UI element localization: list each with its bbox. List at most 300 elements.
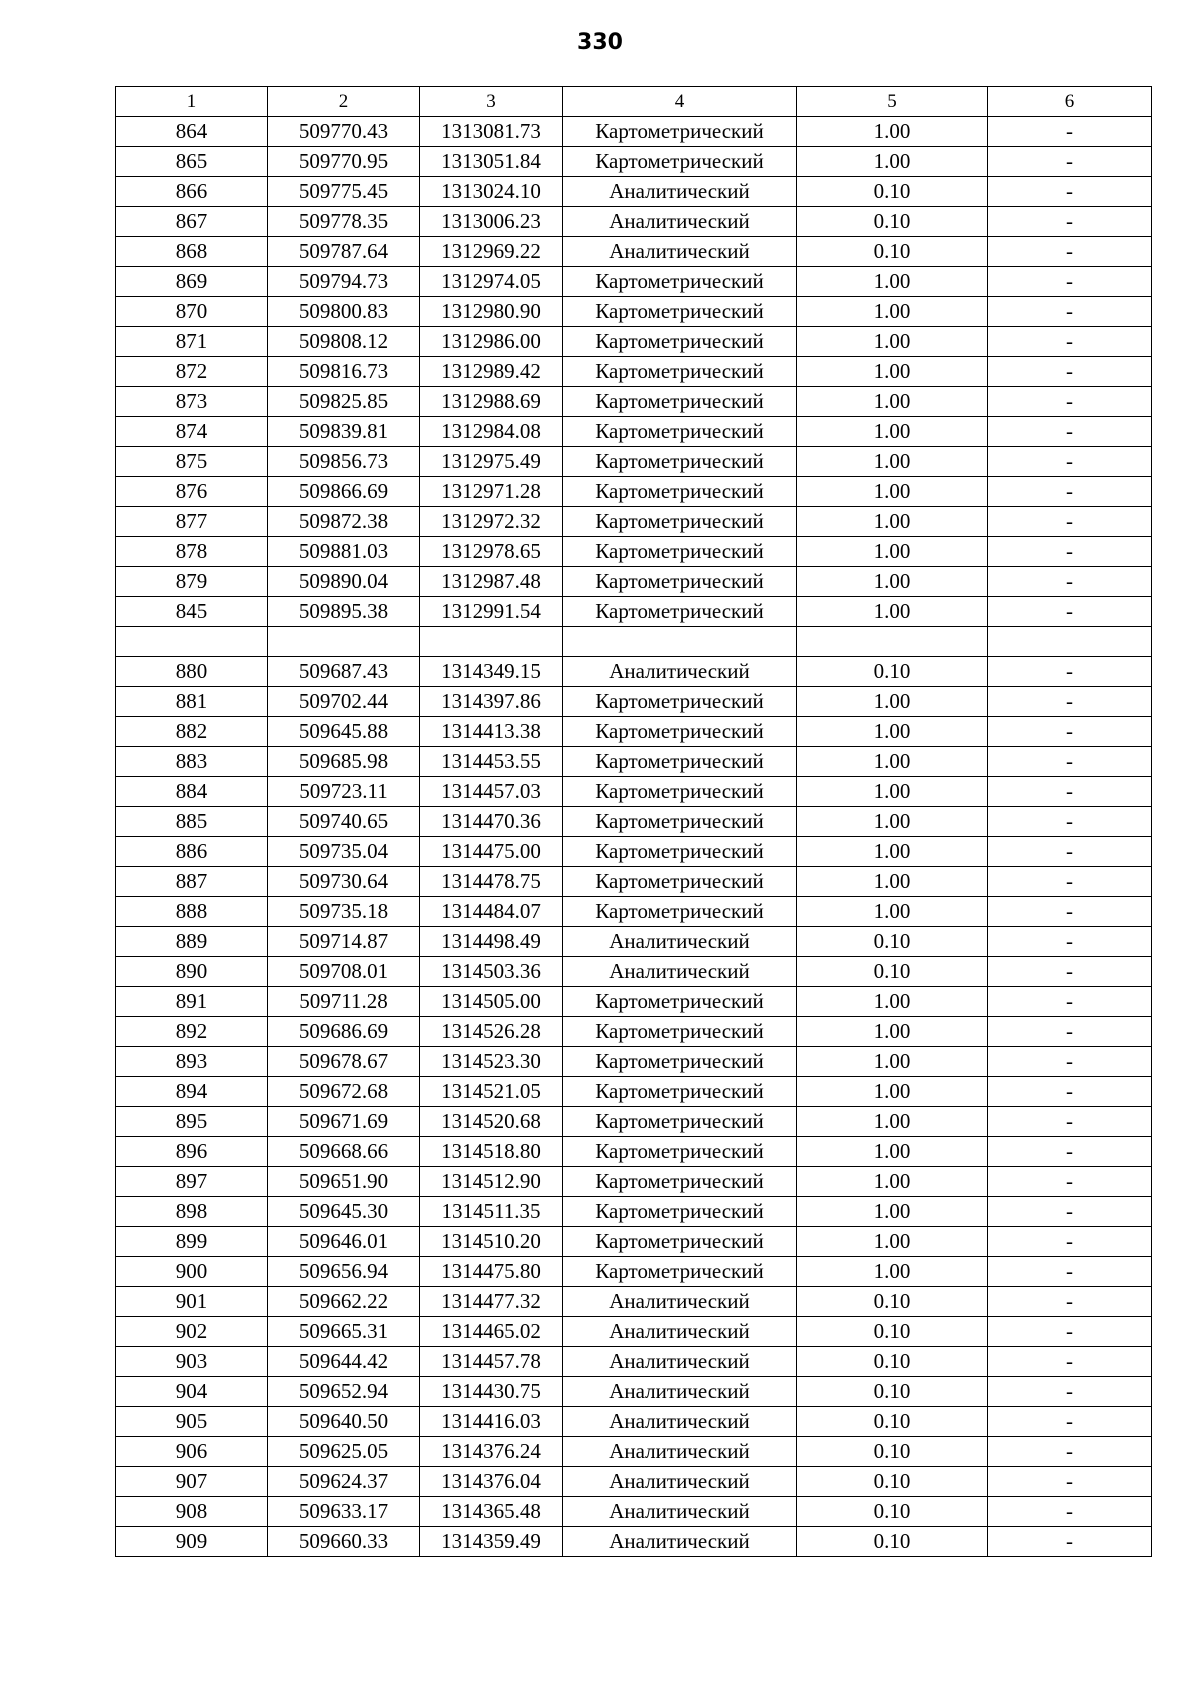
table-row xyxy=(116,597,1152,627)
y-coordinate-cell: 1314498.49 xyxy=(420,927,563,957)
note-cell: - xyxy=(988,1167,1152,1197)
x-coordinate-cell: 509645.30 xyxy=(268,1197,420,1227)
point-number-cell: 893 xyxy=(116,1047,268,1077)
note-cell: - xyxy=(988,1407,1152,1437)
y-coordinate-cell: 1312991.54 xyxy=(420,597,563,627)
note-cell: - xyxy=(988,1197,1152,1227)
point-number-cell: 891 xyxy=(116,987,268,1017)
table-row xyxy=(116,657,1152,687)
accuracy-cell: 1.00 xyxy=(797,147,988,177)
table-row xyxy=(116,957,1152,987)
accuracy-cell: 1.00 xyxy=(797,1197,988,1227)
table-row xyxy=(116,1407,1152,1437)
y-coordinate-cell: 1314526.28 xyxy=(420,1017,563,1047)
accuracy-cell: 1.00 xyxy=(797,687,988,717)
method-cell: Картометрический xyxy=(563,1077,797,1107)
y-coordinate-cell: 1314416.03 xyxy=(420,1407,563,1437)
table-row xyxy=(116,627,1152,657)
accuracy-cell: 1.00 xyxy=(797,387,988,417)
note-cell: - xyxy=(988,147,1152,177)
accuracy-cell: 1.00 xyxy=(797,507,988,537)
table-row xyxy=(116,837,1152,867)
y-coordinate-cell: 1312971.28 xyxy=(420,477,563,507)
table-row xyxy=(116,1047,1152,1077)
note-cell: - xyxy=(988,417,1152,447)
method-cell: Картометрический xyxy=(563,687,797,717)
x-coordinate-cell: 509778.35 xyxy=(268,207,420,237)
column-header-3: 3 xyxy=(420,87,563,117)
note-cell: - xyxy=(988,1497,1152,1527)
point-number-cell: 889 xyxy=(116,927,268,957)
x-coordinate-cell: 509678.67 xyxy=(268,1047,420,1077)
point-number-cell: 904 xyxy=(116,1377,268,1407)
x-coordinate-cell: 509702.44 xyxy=(268,687,420,717)
table-row xyxy=(116,1167,1152,1197)
column-header-6: 6 xyxy=(988,87,1152,117)
table-row xyxy=(116,717,1152,747)
accuracy-cell: 1.00 xyxy=(797,537,988,567)
table-row xyxy=(116,537,1152,567)
x-coordinate-cell: 509646.01 xyxy=(268,1227,420,1257)
method-cell: Картометрический xyxy=(563,1227,797,1257)
point-number-cell: 881 xyxy=(116,687,268,717)
x-coordinate-cell: 509775.45 xyxy=(268,177,420,207)
table-row xyxy=(116,1137,1152,1167)
point-number-cell: 896 xyxy=(116,1137,268,1167)
method-cell: Картометрический xyxy=(563,777,797,807)
point-number-cell: 878 xyxy=(116,537,268,567)
y-coordinate-cell: 1314510.20 xyxy=(420,1227,563,1257)
table-row xyxy=(116,357,1152,387)
x-coordinate-cell: 509856.73 xyxy=(268,447,420,477)
point-number-cell: 895 xyxy=(116,1107,268,1137)
x-coordinate-cell: 509652.94 xyxy=(268,1377,420,1407)
accuracy-cell: 1.00 xyxy=(797,717,988,747)
y-coordinate-cell: 1314349.15 xyxy=(420,657,563,687)
accuracy-cell: 1.00 xyxy=(797,1257,988,1287)
table-row xyxy=(116,1077,1152,1107)
y-coordinate-cell: 1314413.38 xyxy=(420,717,563,747)
y-coordinate-cell: 1312972.32 xyxy=(420,507,563,537)
table-row xyxy=(116,1257,1152,1287)
table-row xyxy=(116,1317,1152,1347)
x-coordinate-cell: 509881.03 xyxy=(268,537,420,567)
point-number-cell: 908 xyxy=(116,1497,268,1527)
y-coordinate-cell: 1312975.49 xyxy=(420,447,563,477)
note-cell: - xyxy=(988,717,1152,747)
note-cell: - xyxy=(988,297,1152,327)
method-cell: Картометрический xyxy=(563,597,797,627)
method-cell: Картометрический xyxy=(563,1137,797,1167)
y-coordinate-cell: 1314478.75 xyxy=(420,867,563,897)
accuracy-cell: 0.10 xyxy=(797,957,988,987)
point-number-cell: 866 xyxy=(116,177,268,207)
point-number-cell: 894 xyxy=(116,1077,268,1107)
column-header-2: 2 xyxy=(268,87,420,117)
accuracy-cell: 0.10 xyxy=(797,927,988,957)
y-coordinate-cell: 1314521.05 xyxy=(420,1077,563,1107)
point-number-cell: 869 xyxy=(116,267,268,297)
note-cell: - xyxy=(988,1467,1152,1497)
y-coordinate-cell: 1312987.48 xyxy=(420,567,563,597)
y-coordinate-cell: 1314475.00 xyxy=(420,837,563,867)
note-cell: - xyxy=(988,177,1152,207)
note-cell: - xyxy=(988,1347,1152,1377)
y-coordinate-cell: 1312989.42 xyxy=(420,357,563,387)
table-header xyxy=(116,87,1152,117)
y-coordinate-cell: 1314505.00 xyxy=(420,987,563,1017)
x-coordinate-cell: 509708.01 xyxy=(268,957,420,987)
y-coordinate-cell: 1314520.68 xyxy=(420,1107,563,1137)
accuracy-cell: 1.00 xyxy=(797,1047,988,1077)
point-number-cell: 897 xyxy=(116,1167,268,1197)
y-coordinate-cell: 1313051.84 xyxy=(420,147,563,177)
point-number-cell: 882 xyxy=(116,717,268,747)
accuracy-cell: 1.00 xyxy=(797,567,988,597)
point-number-cell: 868 xyxy=(116,237,268,267)
accuracy-cell: 0.10 xyxy=(797,1317,988,1347)
accuracy-cell: 0.10 xyxy=(797,1527,988,1557)
accuracy-cell: 1.00 xyxy=(797,837,988,867)
accuracy-cell: 1.00 xyxy=(797,297,988,327)
x-coordinate-cell: 509662.22 xyxy=(268,1287,420,1317)
note-cell: - xyxy=(988,987,1152,1017)
method-cell: Аналитический xyxy=(563,657,797,687)
table-row xyxy=(116,747,1152,777)
point-number-cell: 899 xyxy=(116,1227,268,1257)
method-cell: Картометрический xyxy=(563,567,797,597)
table-row xyxy=(116,507,1152,537)
y-coordinate-cell: 1314457.03 xyxy=(420,777,563,807)
y-coordinate-cell: 1314511.35 xyxy=(420,1197,563,1227)
point-number-cell: 888 xyxy=(116,897,268,927)
point-number-cell: 909 xyxy=(116,1527,268,1557)
note-cell: - xyxy=(988,747,1152,777)
y-coordinate-cell: 1314477.32 xyxy=(420,1287,563,1317)
method-cell: Картометрический xyxy=(563,837,797,867)
x-coordinate-cell: 509816.73 xyxy=(268,357,420,387)
method-cell: Аналитический xyxy=(563,207,797,237)
y-coordinate-cell: 1314465.02 xyxy=(420,1317,563,1347)
method-cell: Картометрический xyxy=(563,297,797,327)
column-header-1: 1 xyxy=(116,87,268,117)
table-row xyxy=(116,387,1152,417)
x-coordinate-cell: 509711.28 xyxy=(268,987,420,1017)
method-cell: Картометрический xyxy=(563,1257,797,1287)
y-coordinate-cell: 1312974.05 xyxy=(420,267,563,297)
x-coordinate-cell: 509872.38 xyxy=(268,507,420,537)
note-cell: - xyxy=(988,267,1152,297)
table-row xyxy=(116,927,1152,957)
note-cell: - xyxy=(988,1137,1152,1167)
x-coordinate-cell xyxy=(268,627,420,657)
y-coordinate-cell: 1314397.86 xyxy=(420,687,563,717)
method-cell: Картометрический xyxy=(563,747,797,777)
point-number-cell: 845 xyxy=(116,597,268,627)
x-coordinate-cell: 509800.83 xyxy=(268,297,420,327)
y-coordinate-cell: 1312969.22 xyxy=(420,237,563,267)
accuracy-cell: 0.10 xyxy=(797,1407,988,1437)
table-row xyxy=(116,297,1152,327)
accuracy-cell: 1.00 xyxy=(797,117,988,147)
method-cell: Картометрический xyxy=(563,897,797,927)
y-coordinate-cell: 1313024.10 xyxy=(420,177,563,207)
y-coordinate-cell: 1314512.90 xyxy=(420,1167,563,1197)
x-coordinate-cell: 509644.42 xyxy=(268,1347,420,1377)
y-coordinate-cell: 1312980.90 xyxy=(420,297,563,327)
note-cell: - xyxy=(988,1047,1152,1077)
note-cell: - xyxy=(988,1317,1152,1347)
point-number-cell: 879 xyxy=(116,567,268,597)
accuracy-cell: 1.00 xyxy=(797,1017,988,1047)
accuracy-cell: 0.10 xyxy=(797,1467,988,1497)
table-row xyxy=(116,567,1152,597)
column-header-4: 4 xyxy=(563,87,797,117)
y-coordinate-cell: 1314503.36 xyxy=(420,957,563,987)
point-number-cell: 890 xyxy=(116,957,268,987)
table-row xyxy=(116,1287,1152,1317)
y-coordinate-cell: 1314453.55 xyxy=(420,747,563,777)
point-number-cell: 867 xyxy=(116,207,268,237)
note-cell: - xyxy=(988,837,1152,867)
point-number-cell: 873 xyxy=(116,387,268,417)
x-coordinate-cell: 509671.69 xyxy=(268,1107,420,1137)
x-coordinate-cell: 509665.31 xyxy=(268,1317,420,1347)
y-coordinate-cell: 1314376.04 xyxy=(420,1467,563,1497)
point-number-cell: 892 xyxy=(116,1017,268,1047)
y-coordinate-cell: 1314484.07 xyxy=(420,897,563,927)
note-cell: - xyxy=(988,447,1152,477)
method-cell: Аналитический xyxy=(563,1317,797,1347)
method-cell: Аналитический xyxy=(563,927,797,957)
point-number-cell: 884 xyxy=(116,777,268,807)
method-cell: Картометрический xyxy=(563,717,797,747)
x-coordinate-cell: 509890.04 xyxy=(268,567,420,597)
coordinates-table xyxy=(115,86,1152,1557)
table-row xyxy=(116,147,1152,177)
accuracy-cell: 0.10 xyxy=(797,1437,988,1467)
table-row xyxy=(116,447,1152,477)
accuracy-cell: 0.10 xyxy=(797,1287,988,1317)
accuracy-cell: 1.00 xyxy=(797,1077,988,1107)
point-number-cell: 901 xyxy=(116,1287,268,1317)
note-cell: - xyxy=(988,1527,1152,1557)
accuracy-cell: 0.10 xyxy=(797,1377,988,1407)
point-number-cell: 887 xyxy=(116,867,268,897)
table-row xyxy=(116,867,1152,897)
x-coordinate-cell: 509645.88 xyxy=(268,717,420,747)
table-row xyxy=(116,1347,1152,1377)
method-cell: Картометрический xyxy=(563,117,797,147)
table-row xyxy=(116,177,1152,207)
table-row xyxy=(116,807,1152,837)
method-cell: Картометрический xyxy=(563,267,797,297)
note-cell: - xyxy=(988,327,1152,357)
point-number-cell: 875 xyxy=(116,447,268,477)
table-row xyxy=(116,237,1152,267)
method-cell: Аналитический xyxy=(563,957,797,987)
point-number-cell: 900 xyxy=(116,1257,268,1287)
point-number-cell: 886 xyxy=(116,837,268,867)
method-cell: Картометрический xyxy=(563,1017,797,1047)
table-row xyxy=(116,477,1152,507)
point-number-cell: 905 xyxy=(116,1407,268,1437)
method-cell: Картометрический xyxy=(563,147,797,177)
table-row xyxy=(116,117,1152,147)
x-coordinate-cell: 509672.68 xyxy=(268,1077,420,1107)
method-cell: Картометрический xyxy=(563,477,797,507)
note-cell: - xyxy=(988,237,1152,267)
table-row xyxy=(116,1437,1152,1467)
accuracy-cell: 1.00 xyxy=(797,897,988,927)
method-cell: Аналитический xyxy=(563,1347,797,1377)
table-row xyxy=(116,1227,1152,1257)
accuracy-cell: 0.10 xyxy=(797,657,988,687)
y-coordinate-cell: 1314475.80 xyxy=(420,1257,563,1287)
accuracy-cell: 1.00 xyxy=(797,1227,988,1257)
x-coordinate-cell: 509808.12 xyxy=(268,327,420,357)
x-coordinate-cell: 509668.66 xyxy=(268,1137,420,1167)
y-coordinate-cell: 1312988.69 xyxy=(420,387,563,417)
note-cell: - xyxy=(988,687,1152,717)
x-coordinate-cell: 509866.69 xyxy=(268,477,420,507)
method-cell: Картометрический xyxy=(563,507,797,537)
note-cell: - xyxy=(988,957,1152,987)
note-cell: - xyxy=(988,1227,1152,1257)
accuracy-cell: 1.00 xyxy=(797,597,988,627)
table-row xyxy=(116,777,1152,807)
y-coordinate-cell: 1314430.75 xyxy=(420,1377,563,1407)
method-cell: Картометрический xyxy=(563,357,797,387)
accuracy-cell: 0.10 xyxy=(797,1497,988,1527)
table-row xyxy=(116,987,1152,1017)
note-cell: - xyxy=(988,1017,1152,1047)
method-cell: Картометрический xyxy=(563,537,797,567)
y-coordinate-cell: 1313006.23 xyxy=(420,207,563,237)
note-cell xyxy=(988,627,1152,657)
method-cell: Картометрический xyxy=(563,417,797,447)
method-cell: Аналитический xyxy=(563,1377,797,1407)
note-cell: - xyxy=(988,387,1152,417)
method-cell: Картометрический xyxy=(563,1197,797,1227)
note-cell: - xyxy=(988,1107,1152,1137)
table-row xyxy=(116,267,1152,297)
point-number-cell: 903 xyxy=(116,1347,268,1377)
x-coordinate-cell: 509723.11 xyxy=(268,777,420,807)
accuracy-cell: 1.00 xyxy=(797,807,988,837)
note-cell: - xyxy=(988,867,1152,897)
method-cell: Картометрический xyxy=(563,1167,797,1197)
accuracy-cell xyxy=(797,627,988,657)
note-cell: - xyxy=(988,597,1152,627)
page-number: 330 xyxy=(577,30,623,55)
x-coordinate-cell: 509633.17 xyxy=(268,1497,420,1527)
column-header-5: 5 xyxy=(797,87,988,117)
y-coordinate-cell: 1314359.49 xyxy=(420,1527,563,1557)
accuracy-cell: 0.10 xyxy=(797,1347,988,1377)
note-cell: - xyxy=(988,507,1152,537)
y-coordinate-cell: 1314523.30 xyxy=(420,1047,563,1077)
x-coordinate-cell: 509839.81 xyxy=(268,417,420,447)
note-cell: - xyxy=(988,357,1152,387)
accuracy-cell: 1.00 xyxy=(797,987,988,1017)
note-cell: - xyxy=(988,477,1152,507)
point-number-cell: 865 xyxy=(116,147,268,177)
table-row xyxy=(116,1197,1152,1227)
note-cell: - xyxy=(988,807,1152,837)
method-cell: Аналитический xyxy=(563,1407,797,1437)
y-coordinate-cell: 1312978.65 xyxy=(420,537,563,567)
point-number-cell: 902 xyxy=(116,1317,268,1347)
method-cell: Аналитический xyxy=(563,177,797,207)
y-coordinate-cell: 1312984.08 xyxy=(420,417,563,447)
method-cell: Картометрический xyxy=(563,447,797,477)
table-row xyxy=(116,327,1152,357)
table-row xyxy=(116,1377,1152,1407)
y-coordinate-cell: 1314518.80 xyxy=(420,1137,563,1167)
note-cell: - xyxy=(988,207,1152,237)
method-cell: Картометрический xyxy=(563,1047,797,1077)
note-cell: - xyxy=(988,117,1152,147)
point-number-cell: 872 xyxy=(116,357,268,387)
x-coordinate-cell: 509770.43 xyxy=(268,117,420,147)
header-row xyxy=(116,87,1152,117)
accuracy-cell: 0.10 xyxy=(797,177,988,207)
y-coordinate-cell: 1312986.00 xyxy=(420,327,563,357)
note-cell: - xyxy=(988,1257,1152,1287)
note-cell: - xyxy=(988,1377,1152,1407)
table-row xyxy=(116,1527,1152,1557)
method-cell xyxy=(563,627,797,657)
method-cell: Аналитический xyxy=(563,237,797,267)
table-row xyxy=(116,1107,1152,1137)
accuracy-cell: 1.00 xyxy=(797,327,988,357)
x-coordinate-cell: 509787.64 xyxy=(268,237,420,267)
table-row xyxy=(116,1467,1152,1497)
point-number-cell: 883 xyxy=(116,747,268,777)
note-cell: - xyxy=(988,567,1152,597)
y-coordinate-cell: 1314376.24 xyxy=(420,1437,563,1467)
accuracy-cell: 1.00 xyxy=(797,1167,988,1197)
method-cell: Картометрический xyxy=(563,387,797,417)
x-coordinate-cell: 509651.90 xyxy=(268,1167,420,1197)
x-coordinate-cell: 509660.33 xyxy=(268,1527,420,1557)
point-number-cell: 885 xyxy=(116,807,268,837)
note-cell: - xyxy=(988,927,1152,957)
accuracy-cell: 1.00 xyxy=(797,477,988,507)
accuracy-cell: 1.00 xyxy=(797,777,988,807)
note-cell: - xyxy=(988,1437,1152,1467)
table-row xyxy=(116,1017,1152,1047)
x-coordinate-cell: 509640.50 xyxy=(268,1407,420,1437)
method-cell: Аналитический xyxy=(563,1527,797,1557)
point-number-cell: 906 xyxy=(116,1437,268,1467)
note-cell: - xyxy=(988,657,1152,687)
y-coordinate-cell: 1314457.78 xyxy=(420,1347,563,1377)
y-coordinate-cell: 1314365.48 xyxy=(420,1497,563,1527)
note-cell: - xyxy=(988,897,1152,927)
point-number-cell: 864 xyxy=(116,117,268,147)
x-coordinate-cell: 509794.73 xyxy=(268,267,420,297)
x-coordinate-cell: 509735.04 xyxy=(268,837,420,867)
table-row xyxy=(116,417,1152,447)
accuracy-cell: 1.00 xyxy=(797,417,988,447)
table-body xyxy=(116,117,1152,1557)
method-cell: Аналитический xyxy=(563,1437,797,1467)
y-coordinate-cell: 1313081.73 xyxy=(420,117,563,147)
point-number-cell xyxy=(116,627,268,657)
x-coordinate-cell: 509624.37 xyxy=(268,1467,420,1497)
